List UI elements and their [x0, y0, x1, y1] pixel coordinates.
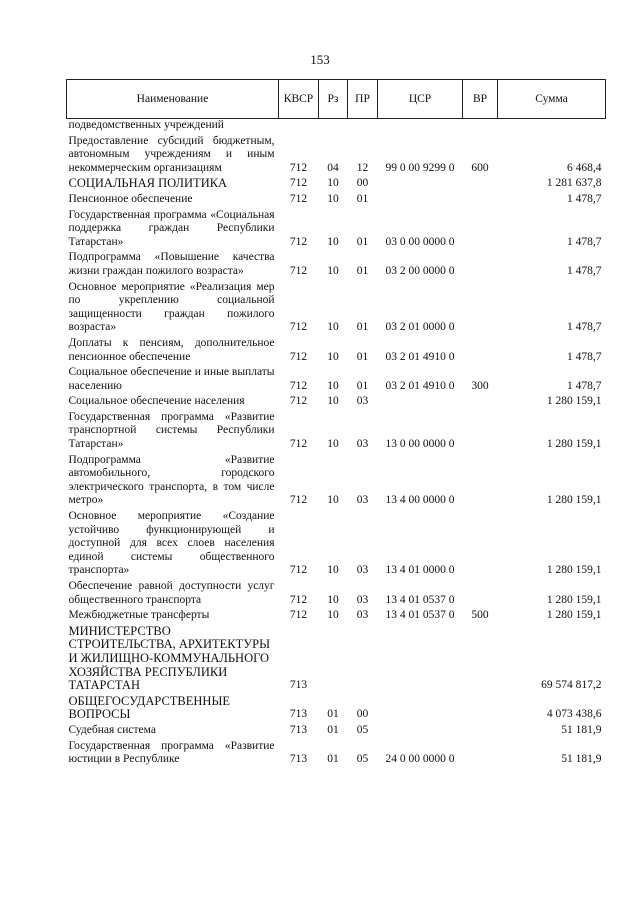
cell-sum: 1 478,7	[567, 192, 602, 205]
cell-csr: 99 0 00 9299 0	[385, 161, 455, 174]
cell-rz: 10	[327, 438, 339, 451]
table-row	[67, 578, 606, 607]
cell-csr: 03 2 01 4910 0	[385, 379, 455, 392]
cell-rz: 10	[327, 564, 339, 577]
cell-vr	[463, 119, 498, 133]
cell-vr	[463, 409, 498, 452]
cell-pr: 03	[356, 395, 369, 408]
cell-name: Обеспечение равной доступности услуг общественного транспорта	[68, 580, 275, 606]
cell-vr	[463, 623, 498, 693]
cell-sum: 1 478,7	[567, 350, 602, 363]
cell-name: ОБЩЕГОСУДАРСТВЕННЫЕ ВОПРОСЫ	[68, 693, 230, 722]
cell-kvsr: 712	[289, 264, 308, 277]
cell-kvsr: 712	[289, 438, 308, 451]
cell-csr: 03 2 00 0000 0	[385, 264, 455, 277]
cell-name: Государственная программа «Социальная поддержка граждан Республики Татарстан»	[68, 208, 275, 248]
cell-sum: 1 280 159,1	[546, 609, 602, 622]
cell-rz	[319, 119, 348, 133]
cell-rz: 10	[327, 350, 339, 363]
cell-sum: 69 574 817,2	[541, 679, 602, 692]
cell-pr: 01	[356, 321, 369, 334]
cell-pr: 12	[356, 161, 369, 174]
cell-kvsr: 713	[289, 708, 308, 721]
cell-kvsr: 712	[289, 395, 308, 408]
cell-rz: 01	[327, 753, 339, 766]
table-row	[67, 191, 606, 207]
table-header	[67, 80, 606, 119]
cell-sum: 1 478,7	[567, 235, 602, 248]
cell-rz: 10	[327, 593, 339, 606]
cell-vr	[463, 191, 498, 207]
cell-csr: 24 0 00 0000 0	[385, 753, 455, 766]
cell-pr: 01	[356, 350, 369, 363]
cell-csr	[378, 191, 463, 207]
cell-vr: 300	[471, 379, 489, 392]
table-row	[67, 693, 606, 722]
cell-csr	[378, 693, 463, 722]
budget-table	[66, 79, 606, 767]
cell-pr: 05	[356, 723, 369, 736]
cell-csr: 03 2 01 4910 0	[385, 350, 455, 363]
cell-vr	[463, 279, 498, 335]
cell-kvsr: 712	[289, 192, 308, 205]
cell-kvsr: 712	[289, 350, 308, 363]
cell-name: Социальное обеспечение и иные выплаты населению	[68, 366, 275, 392]
cell-name: Предоставление субсидий бюджетным, автономным учреждениям и иным некоммерческим организациям	[68, 134, 275, 174]
cell-pr: 03	[356, 564, 369, 577]
cell-rz: 10	[327, 321, 339, 334]
cell-pr: 01	[356, 192, 369, 205]
cell-sum: 51 181,9	[561, 723, 602, 736]
cell-name: МИНИСТЕРСТВО СТРОИТЕЛЬСТВА, АРХИТЕКТУРЫ И ЖИЛИЩНО-КОММУНАЛЬНОГО ХОЗЯЙСТВА РЕСПУБЛИКИ ТАТАРСТАН	[68, 623, 270, 693]
cell-csr: 13 0 00 0000 0	[385, 438, 455, 451]
cell-csr	[378, 722, 463, 738]
cell-csr: 13 4 01 0537 0	[385, 593, 455, 606]
table-row	[67, 119, 606, 133]
cell-sum: 1 280 159,1	[546, 593, 602, 606]
cell-csr: 13 4 01 0000 0	[385, 564, 455, 577]
cell-sum: 1 478,7	[567, 264, 602, 277]
cell-sum: 1 280 159,1	[546, 438, 602, 451]
cell-vr	[463, 452, 498, 508]
cell-name: Основное мероприятие «Реализация мер по укреплению социальной защищенности граждан пожилого возраста»	[68, 280, 275, 334]
cell-name: СОЦИАЛЬНАЯ ПОЛИТИКА	[68, 176, 228, 191]
header-pr: ПР	[348, 80, 378, 119]
table-row	[67, 335, 606, 364]
cell-name: Социальное обеспечение населения	[68, 395, 245, 408]
cell-csr	[378, 393, 463, 409]
cell-kvsr	[279, 119, 319, 133]
cell-vr	[463, 738, 498, 767]
cell-vr	[463, 175, 498, 191]
cell-vr	[463, 335, 498, 364]
cell-csr: 13 4 00 0000 0	[385, 494, 455, 507]
cell-rz: 10	[327, 177, 339, 190]
table-row	[67, 207, 606, 250]
table-row	[67, 607, 606, 623]
cell-name: Подпрограмма «Развитие автомобильного, городского электрического транспорта, в том числе метро»	[68, 453, 275, 507]
cell-vr: 600	[471, 161, 489, 174]
cell-rz: 10	[327, 264, 339, 277]
cell-pr	[348, 119, 378, 133]
cell-rz: 10	[327, 609, 339, 622]
cell-vr	[463, 693, 498, 722]
cell-sum: 1 280 159,1	[546, 494, 602, 507]
cell-kvsr: 713	[289, 753, 308, 766]
cell-pr: 03	[356, 494, 369, 507]
cell-pr: 05	[356, 753, 369, 766]
cell-csr	[378, 175, 463, 191]
cell-kvsr: 712	[289, 161, 308, 174]
cell-sum: 1 478,7	[567, 379, 602, 392]
cell-name: Межбюджетные трансферты	[68, 609, 210, 622]
table-body	[67, 119, 606, 767]
table-row	[67, 722, 606, 738]
cell-name: подведомственных учреждений	[68, 119, 224, 131]
cell-sum: 1 280 159,1	[546, 564, 602, 577]
cell-vr	[463, 393, 498, 409]
cell-csr: 13 4 01 0537 0	[385, 609, 455, 622]
cell-kvsr: 712	[289, 235, 308, 248]
cell-name: Доплаты к пенсиям, дополнительное пенсионное обеспечение	[68, 336, 275, 363]
cell-rz: 10	[327, 395, 339, 408]
header-rz: Рз	[319, 80, 348, 119]
cell-pr: 03	[356, 609, 369, 622]
cell-csr: 03 2 01 0000 0	[385, 321, 455, 334]
cell-csr	[378, 119, 463, 133]
cell-vr	[463, 722, 498, 738]
cell-rz: 10	[327, 192, 339, 205]
cell-sum: 1 280 159,1	[546, 395, 602, 408]
cell-rz: 04	[327, 161, 339, 174]
cell-pr: 03	[356, 438, 369, 451]
cell-kvsr: 712	[289, 494, 308, 507]
cell-vr: 500	[471, 609, 489, 622]
table-row	[67, 738, 606, 767]
header-kvsr: КВСР	[279, 80, 319, 119]
cell-kvsr: 713	[289, 679, 308, 692]
cell-rz	[319, 623, 348, 693]
cell-pr: 01	[356, 264, 369, 277]
table-row	[67, 393, 606, 409]
page-number: 153	[310, 52, 330, 67]
table-row	[67, 133, 606, 176]
table-row	[67, 623, 606, 693]
cell-csr: 03 0 00 0000 0	[385, 235, 455, 248]
table-row	[67, 249, 606, 278]
cell-rz: 10	[327, 235, 339, 248]
header-csr: ЦСР	[378, 80, 463, 119]
header-name: Наименование	[67, 80, 279, 119]
cell-kvsr: 712	[289, 609, 308, 622]
cell-kvsr: 712	[289, 321, 308, 334]
cell-pr: 00	[356, 708, 369, 721]
cell-name: Судебная система	[68, 723, 156, 736]
table-row	[67, 175, 606, 191]
cell-vr	[463, 249, 498, 278]
cell-pr: 03	[356, 593, 369, 606]
cell-sum: 1 281 637,8	[546, 177, 602, 190]
cell-rz: 01	[327, 708, 339, 721]
header-vr: ВР	[463, 80, 498, 119]
cell-vr	[463, 207, 498, 250]
table-row	[67, 409, 606, 452]
cell-sum: 1 478,7	[567, 321, 602, 334]
cell-pr	[348, 623, 378, 693]
cell-pr: 01	[356, 235, 369, 248]
cell-name: Подпрограмма «Повышение качества жизни граждан пожилого возраста»	[68, 251, 275, 277]
cell-vr	[463, 508, 498, 578]
table-row	[67, 508, 606, 578]
cell-name: Государственная программа «Развитие юстиции в Республике	[68, 739, 275, 766]
cell-name: Основное мероприятие «Создание устойчиво функционирующей и доступной для всех слоев населения единой системы общественного транспорта»	[68, 510, 275, 577]
cell-rz: 10	[327, 494, 339, 507]
cell-rz: 01	[327, 723, 339, 736]
cell-sum: 6 468,4	[567, 161, 602, 174]
table-row	[67, 452, 606, 508]
cell-kvsr: 712	[289, 177, 308, 190]
table-row	[67, 279, 606, 335]
cell-csr	[378, 623, 463, 693]
cell-kvsr: 712	[289, 379, 308, 392]
cell-sum: 4 073 438,6	[546, 708, 602, 721]
cell-name: Государственная программа «Развитие транспортной системы Республики Татарстан»	[68, 410, 275, 451]
cell-kvsr: 712	[289, 564, 308, 577]
cell-rz: 10	[327, 379, 339, 392]
cell-sum: 51 181,9	[561, 753, 602, 766]
cell-pr: 00	[356, 177, 369, 190]
cell-vr	[463, 578, 498, 607]
cell-pr: 01	[356, 379, 369, 392]
header-sum: Сумма	[498, 80, 606, 119]
cell-kvsr: 712	[289, 593, 308, 606]
cell-kvsr: 713	[289, 723, 308, 736]
table-row	[67, 364, 606, 393]
cell-sum	[498, 119, 606, 133]
cell-name: Пенсионное обеспечение	[68, 192, 193, 205]
